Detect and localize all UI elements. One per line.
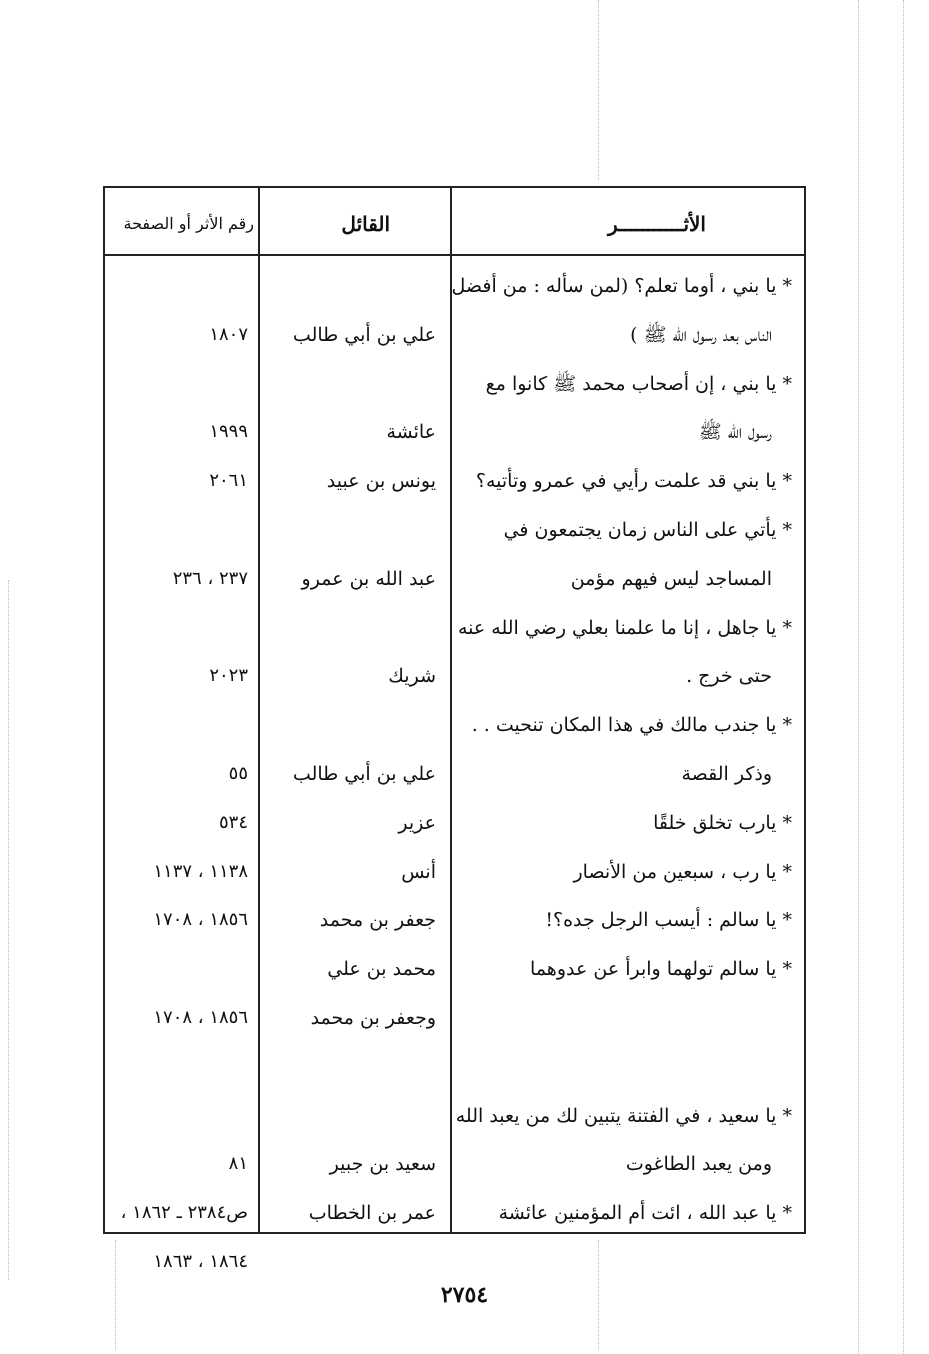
row-athar-text: * يا سالم تولهما وابرأ عن عدوهما (530, 958, 792, 981)
row-athar-text: * يا جندب مالك في هذا المكان تنحيت . . (471, 714, 792, 737)
row-number-text: ٢٣٧ ، ٢٣٦ (172, 567, 248, 589)
row-number-text: ٨١ (228, 1153, 248, 1175)
row-athar-text: الناس بعد رسول الله ﷺ ) (630, 323, 772, 346)
row-qaail-text: سعيد بن جبير (329, 1153, 436, 1176)
page-number: ٢٧٥٤ (440, 1282, 489, 1308)
row-number-text: ١٨٠٧ (209, 323, 248, 345)
row-athar-text: * يأتي على الناس زمان يجتمعون في (503, 519, 792, 541)
row-number-text: ١٨٥٦ ، ١٧٠٨ (153, 1007, 248, 1028)
row-athar-text: * يا سعيد ، في الفتنة يتبين لك من يعبد الله (455, 1104, 792, 1127)
row-athar-text: حتى خرج . (686, 665, 772, 688)
row-qaail-text: عمر بن الخطاب (308, 1202, 436, 1225)
row-number-text: ٢٠٦١ (209, 470, 248, 492)
row-athar-text: * يا عبد الله ، ائت أم المؤمنين عائشة (498, 1202, 792, 1225)
row-athar-text: * يا بني ، أوما تعلم؟ (لمن سأله : من أفضل (451, 275, 792, 297)
guide-line (598, 0, 599, 180)
row-athar-text: المساجد ليس فيهم مؤمن (570, 567, 772, 590)
row-qaail-text: علي بن أبي طالب (292, 323, 436, 346)
row-athar-text: وذكر القصة (681, 763, 772, 785)
row-athar-text: ومن يعبد الطاغوت (625, 1153, 772, 1176)
guide-line (903, 0, 904, 1354)
row-number-text: ١٨٦٤ ، ١٨٦٣ (153, 1251, 248, 1272)
row-qaail-text: علي بن أبي طالب (292, 763, 436, 785)
row-qaail-text: شريك (388, 665, 436, 688)
row-athar-text: * يا جاهل ، إنا ما علمنا بعلي رضي الله عنه (457, 616, 792, 639)
row-qaail-text: محمد بن علي (327, 958, 436, 981)
row-qaail-text: أنس (401, 860, 436, 883)
row-athar-text: * يا سالم : أيسب الرجل جده؟! (545, 909, 792, 932)
index-table (103, 186, 806, 1272)
row-qaail-text: وجعفر بن محمد (310, 1007, 436, 1029)
row-qaail-text: عبد الله بن عمرو (301, 567, 436, 590)
row-qaail-text: جعفر بن محمد (319, 909, 436, 932)
guide-line (858, 0, 859, 1354)
column-divider (450, 188, 452, 1232)
row-qaail-text: عزير (398, 811, 436, 834)
row-athar-text: * يا بني قد علمت رأيي في عمرو وتأتيه؟ (475, 470, 792, 493)
column-divider (258, 188, 260, 1232)
row-number-text: ١١٣٨ ، ١١٣٧ (153, 860, 248, 882)
row-number-text: ٢٠٢٣ (209, 665, 248, 687)
row-athar-text: رسول الله ﷺ (698, 421, 772, 444)
row-qaail-text: يونس بن عبيد (326, 470, 436, 493)
row-athar-text: * يا رب ، سبعين من الأنصار (573, 860, 792, 883)
row-number-text: ص٢٣٨٤ ـ ١٨٦٢ ، (120, 1202, 248, 1224)
row-number-text: ٥٥ (228, 763, 248, 784)
row-number-text: ٥٣٤ (218, 811, 248, 833)
row-athar-text: * يارب تخلق خلقًا (653, 811, 792, 834)
header-number: رقم الأثر أو الصفحة (123, 214, 254, 233)
row-qaail-text: عائشة (386, 421, 436, 444)
row-athar-text: * يا بني ، إن أصحاب محمد ﷺ كانوا مع (485, 372, 792, 395)
row-number-text: ١٩٩٩ (209, 421, 248, 443)
header-athar: الأثـــــــــــر (607, 212, 706, 236)
header-divider (105, 254, 804, 256)
guide-line (8, 580, 9, 1280)
header-qaail: القائل (341, 212, 390, 236)
row-number-text: ١٨٥٦ ، ١٧٠٨ (153, 909, 248, 931)
